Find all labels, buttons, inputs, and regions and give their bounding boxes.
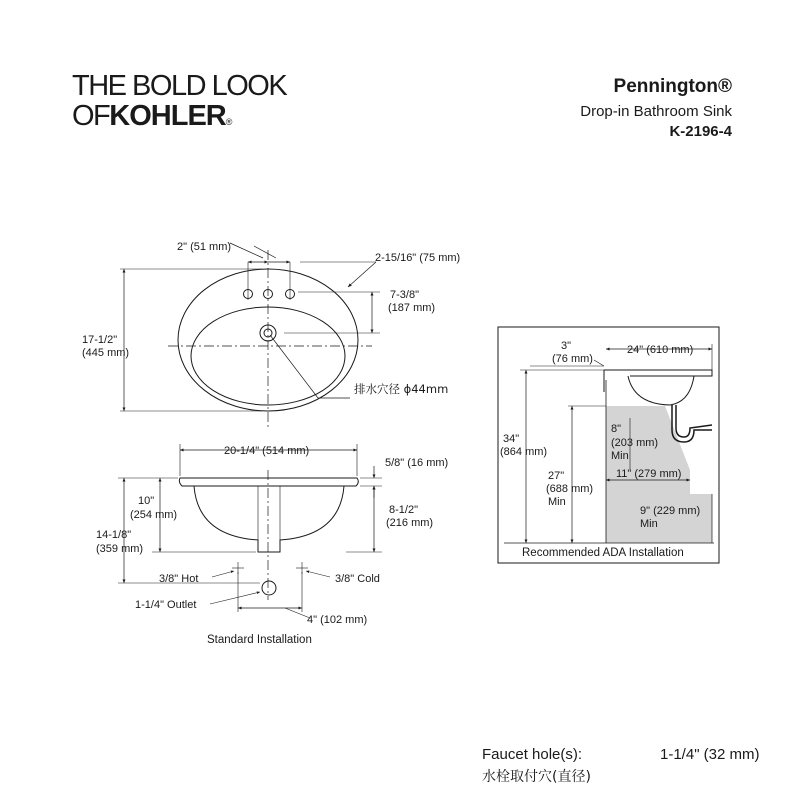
product-model: K-2196-4 [669,123,732,140]
sink-rim-profile [179,478,358,486]
brand-reg-mark: ® [225,117,233,127]
standard-installation-caption: Standard Installation [207,634,312,646]
dim-basin-depth-in: 8-1/2" [389,504,418,516]
dim-faucet-spacing: 2" (51 mm) [177,241,232,253]
ada-drain-trap [672,405,712,442]
dim-depth-in: 17-1/2" [82,334,118,346]
dim-drain-offset-mm: (187 mm) [388,302,436,314]
outlet-mark [262,581,276,595]
ada-dim-setback-mm: (76 mm) [552,353,593,365]
ada-dim-knee-mm: (688 mm) [546,483,594,495]
product-description: Drop-in Bathroom Sink [580,103,732,120]
hot-supply-label: 3/8" Hot [159,573,199,585]
product-name: Pennington® [613,76,732,97]
outlet-label: 1-1/4" Outlet [135,599,197,611]
ada-dim-height-mm: (864 mm) [500,446,548,458]
ada-installation-caption: Recommended ADA Installation [522,547,684,559]
ada-dim-toe-in: 8" [611,423,622,435]
top-view [120,243,380,430]
ada-dim-toe-mm: (203 mm) [611,437,659,449]
sink-bowl-profile [194,486,344,552]
dim-width: 20-1/4" (514 mm) [224,445,310,457]
ada-sink-bowl [628,376,694,405]
dim-rim-thickness: 5/8" (16 mm) [385,457,449,469]
front-view [118,444,382,618]
drain-diameter-note: 排水穴径 ϕ44mm [354,382,449,396]
ada-dim-toe-height-min: Min [640,518,658,530]
dim-total-height-in: 14-1/8" [96,529,132,541]
dim-basin-depth-mm: (216 mm) [386,517,434,529]
brand-of: OF [72,100,110,132]
ada-view [498,327,719,563]
faucet-hole-value: 1-1/4" (32 mm) [660,746,760,763]
dim-bowl-depth-mm: (254 mm) [130,509,178,521]
ada-dim-setback-in: 3" [561,340,572,352]
dim-supply-spacing: 4" (102 mm) [307,614,368,626]
dim-depth-mm: (445 mm) [82,347,130,359]
ada-dim-clearance: 11" (279 mm) [616,468,682,480]
ada-dim-toe-min: Min [611,450,629,462]
ada-dim-depth: 24" (610 mm) [627,344,694,356]
dim-drain-offset-in: 7-3/8" [390,289,419,301]
cold-supply-label: 3/8" Cold [335,573,380,585]
ada-dim-toe-height: 9" (229 mm) [640,505,701,517]
dim-bowl-depth-in: 10" [138,495,155,507]
ada-dim-height-in: 34" [503,433,520,445]
brand-kohler: KOHLER [109,100,226,132]
faucet-hole-label-jp: 水栓取付穴(直径) [482,769,591,785]
dim-total-height-mm: (359 mm) [96,543,144,555]
dim-back-offset: 2-15/16" (75 mm) [375,252,461,264]
faucet-hole-label: Faucet hole(s): [482,746,583,763]
brand-tagline: THE BOLD LOOK [72,70,287,102]
ada-dim-knee-min: Min [548,496,566,508]
ada-dim-knee-in: 27" [548,470,565,482]
